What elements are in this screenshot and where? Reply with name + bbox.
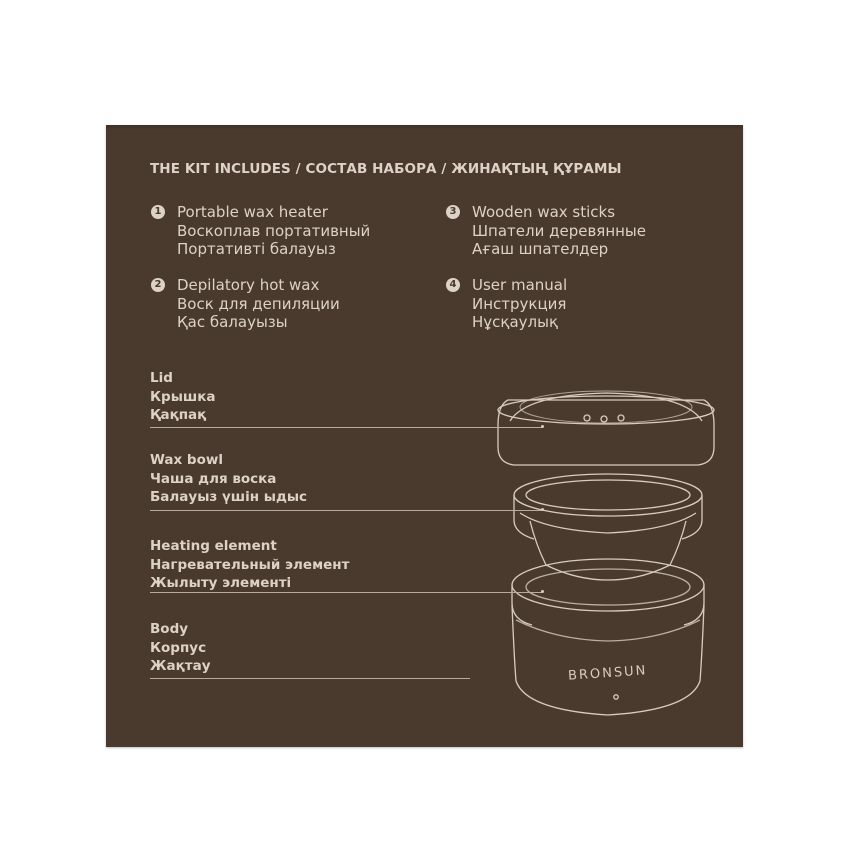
part-label-heating-element: Heating element Нагревательный элемент Жылыту элементі [150,538,350,591]
leader-line-lid [150,427,542,428]
leader-dot-wax-bowl [541,508,544,511]
kit-title: THE KIT INCLUDES / СОСТАВ НАБОРА / ЖИНАҚТЫҢ ҚҰРАМЫ [150,161,622,177]
kit-item-kz: Ағаш шпателдер [472,240,609,258]
kit-item-en: User manual [472,276,568,294]
kit-item-ru: Шпатели деревянные [472,221,647,240]
body-drawing [512,559,704,715]
kit-item-ru: Воскоплав портативный [177,221,371,240]
number-badge-2: 2 [151,278,165,292]
kit-item-kz: Нұсқаулық [472,313,559,331]
leader-dot-lid [541,425,544,428]
number-badge-1: 1 [151,205,165,219]
leader-line-body [150,678,470,679]
number-badge-4: 4 [446,278,460,292]
kit-item-kz: Қас балауызы [177,313,288,331]
part-label-lid: Lid Крышка Қақпақ [150,370,216,423]
kit-item-en: Wooden wax sticks [472,203,616,221]
bowl-drawing [514,474,702,580]
kit-item-ru: Инструкция [472,294,567,313]
kit-item-kz: Портативті балауыз [177,240,336,258]
kit-item-ru: Воск для депиляции [177,294,340,313]
leader-dot-heating-element [541,590,544,593]
part-label-body: Body Корпус Жақтау [150,621,211,674]
number-badge-3: 3 [446,205,460,219]
leader-line-wax-bowl [150,510,542,511]
leader-line-heating-element [150,592,542,593]
part-label-wax-bowl: Wax bowl Чаша для воска Балауыз үшін ыдыс [150,452,308,505]
kit-item-en: Portable wax heater [177,203,328,221]
lid-drawing [498,391,714,465]
kit-item-en: Depilatory hot wax [177,276,320,294]
product-box [106,125,743,747]
brand-logo: BRONSUN [567,663,648,684]
